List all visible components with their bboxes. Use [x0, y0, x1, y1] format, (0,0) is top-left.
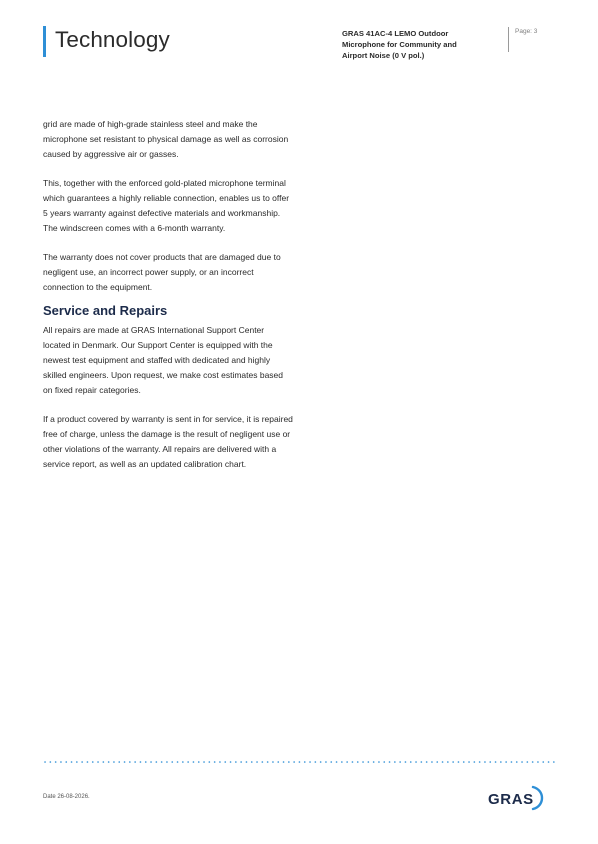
- paragraph: grid are made of high-grade stainless steel and make the microphone set resistant to physical damage as well as corrosion caused by aggressive air or gasses.: [43, 119, 289, 159]
- paragraph: If a product covered by warranty is sent in for service, it is repaired free of charge, unless the damage is the result of negligent use or other violations of the warranty. All repairs are delivered with a service report, as well as an updated calibration chart.: [43, 414, 293, 469]
- logo-text: GRAS: [488, 791, 534, 808]
- paragraph: This, together with the enforced gold-plated microphone terminal which guarantees a highly reliable connection, enables us to offer 5 years warranty against defective materials and workmanship. The windscreen comes with a 6-month warranty.: [43, 178, 290, 233]
- section-accent-bar: [43, 26, 46, 57]
- service-heading: Service and Repairs: [43, 303, 168, 318]
- page-header: [0, 0, 598, 80]
- footer-dotted-rule: [43, 759, 556, 765]
- document-title: [342, 28, 502, 61]
- main-content: [43, 117, 293, 486]
- document-title-line: Microphone for Community and: [342, 40, 457, 49]
- gras-logo: [485, 784, 547, 812]
- section-title: Technology: [55, 27, 170, 52]
- footer-date: Date 26-08-2026.: [43, 794, 90, 800]
- document-title-line: GRAS 41AC-4 LEMO Outdoor: [342, 29, 449, 38]
- header-divider: [508, 27, 509, 52]
- page-number: Page: 3: [515, 28, 538, 35]
- document-title-line: Airport Noise (0 V pol.): [342, 51, 425, 60]
- paragraph: All repairs are made at GRAS International Support Center located in Denmark. Our Support Center is equipped with the newest test equipment and staffed with dedicated and highly skilled engineers. Upon request, we make cost estimates based on fixed repair categories.: [43, 325, 284, 395]
- paragraph: The warranty does not cover products that are damaged due to negligent use, an incorrect power supply, or an incorrect connection to the equipment.: [43, 252, 281, 292]
- logo-arc-icon: [533, 787, 542, 809]
